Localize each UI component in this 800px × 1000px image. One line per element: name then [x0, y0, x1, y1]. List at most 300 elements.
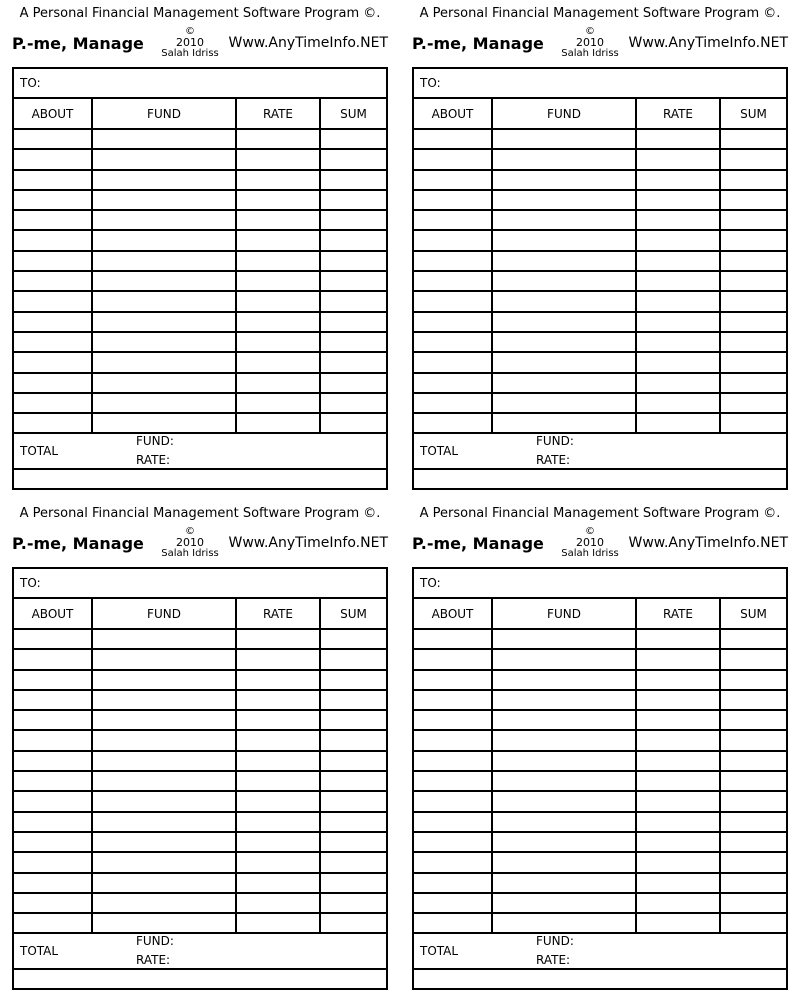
cell-fund[interactable] [92, 149, 236, 169]
cell-about[interactable] [414, 352, 492, 372]
total-label: TOTAL [420, 444, 459, 458]
cell-fund[interactable] [92, 190, 236, 210]
cell-fund[interactable] [92, 251, 236, 271]
card [12, 500, 388, 990]
cell-rate[interactable] [236, 913, 320, 933]
cell-fund[interactable] [492, 190, 636, 210]
to-field[interactable] [414, 69, 786, 99]
cell-sum[interactable] [320, 129, 386, 149]
cell-fund[interactable] [492, 710, 636, 730]
to-label: TO: [20, 76, 41, 90]
table-row [414, 413, 786, 433]
cell-rate[interactable] [636, 873, 720, 893]
cell-rate[interactable] [236, 791, 320, 811]
cell-fund[interactable] [92, 771, 236, 791]
cell-about[interactable] [414, 873, 492, 893]
cell-fund[interactable] [492, 291, 636, 311]
column-header-rate: RATE [236, 99, 320, 129]
cell-about[interactable] [14, 893, 92, 913]
cell-about[interactable] [414, 893, 492, 913]
cell-fund[interactable] [92, 852, 236, 872]
cell-rate[interactable] [236, 812, 320, 832]
cell-sum[interactable] [320, 190, 386, 210]
cell-fund[interactable] [92, 413, 236, 433]
cell-fund[interactable] [492, 649, 636, 669]
cell-fund[interactable] [492, 413, 636, 433]
cell-about[interactable] [14, 129, 92, 149]
cell-sum[interactable] [720, 812, 786, 832]
cell-sum[interactable] [320, 893, 386, 913]
table-row [414, 352, 786, 372]
cell-about[interactable] [14, 649, 92, 669]
cell-fund[interactable] [92, 629, 236, 649]
cell-rate[interactable] [236, 291, 320, 311]
cell-rate[interactable] [636, 852, 720, 872]
cell-fund[interactable] [92, 210, 236, 230]
cell-about[interactable] [414, 149, 492, 169]
total-label: TOTAL [20, 444, 59, 458]
cell-rate[interactable] [236, 751, 320, 771]
cell-sum[interactable] [720, 710, 786, 730]
cell-sum[interactable] [720, 149, 786, 169]
to-field[interactable] [14, 569, 386, 599]
cell-sum[interactable] [320, 730, 386, 750]
cell-rate[interactable] [236, 190, 320, 210]
cell-about[interactable] [414, 210, 492, 230]
table-row [14, 230, 386, 250]
cell-fund[interactable] [492, 670, 636, 690]
cell-sum[interactable] [720, 873, 786, 893]
cell-about[interactable] [414, 852, 492, 872]
table-row [14, 251, 386, 271]
cell-sum[interactable] [720, 649, 786, 669]
copyright-block [552, 26, 628, 59]
cell-fund[interactable] [492, 730, 636, 750]
cell-rate[interactable] [236, 710, 320, 730]
cell-sum[interactable] [720, 210, 786, 230]
table-row [414, 373, 786, 393]
cell-sum[interactable] [720, 251, 786, 271]
cell-rate[interactable] [236, 893, 320, 913]
cell-rate[interactable] [636, 190, 720, 210]
cell-sum[interactable] [320, 852, 386, 872]
cell-rate[interactable] [236, 251, 320, 271]
copyright-year: 2010 [576, 36, 604, 49]
cell-rate[interactable] [636, 771, 720, 791]
cell-sum[interactable] [320, 791, 386, 811]
cell-sum[interactable] [320, 149, 386, 169]
cell-about[interactable] [14, 913, 92, 933]
cell-about[interactable] [414, 271, 492, 291]
table-row [414, 893, 786, 913]
cell-rate[interactable] [636, 393, 720, 413]
cell-about[interactable] [414, 129, 492, 149]
copyright-block [152, 526, 228, 559]
cell-about[interactable] [414, 393, 492, 413]
cell-sum[interactable] [720, 170, 786, 190]
cell-sum[interactable] [720, 629, 786, 649]
cell-about[interactable] [14, 771, 92, 791]
cell-about[interactable] [414, 670, 492, 690]
entries-table [414, 99, 786, 434]
table-row [14, 210, 386, 230]
cell-fund[interactable] [92, 791, 236, 811]
cell-about[interactable] [414, 913, 492, 933]
cell-sum[interactable] [720, 129, 786, 149]
cell-about[interactable] [14, 312, 92, 332]
cell-rate[interactable] [236, 629, 320, 649]
cell-sum[interactable] [320, 629, 386, 649]
cell-sum[interactable] [720, 893, 786, 913]
total-rate-label: RATE: [136, 953, 171, 967]
cell-fund[interactable] [492, 271, 636, 291]
cell-fund[interactable] [492, 873, 636, 893]
cell-sum[interactable] [720, 230, 786, 250]
cell-sum[interactable] [320, 690, 386, 710]
cell-sum[interactable] [320, 649, 386, 669]
cell-rate[interactable] [636, 690, 720, 710]
cell-sum[interactable] [320, 812, 386, 832]
cell-rate[interactable] [236, 312, 320, 332]
cell-sum[interactable] [720, 771, 786, 791]
entries-table [14, 99, 386, 434]
table-row [414, 291, 786, 311]
cell-rate[interactable] [236, 170, 320, 190]
cell-fund[interactable] [492, 129, 636, 149]
cell-about[interactable] [414, 690, 492, 710]
cell-fund[interactable] [492, 210, 636, 230]
cell-sum[interactable] [320, 170, 386, 190]
cell-fund[interactable] [92, 812, 236, 832]
table-row [414, 852, 786, 872]
cell-rate[interactable] [636, 710, 720, 730]
cell-rate[interactable] [636, 791, 720, 811]
cell-rate[interactable] [236, 271, 320, 291]
cell-fund[interactable] [492, 373, 636, 393]
total-fund-label: FUND: [136, 434, 174, 448]
program-title: A Personal Financial Management Software Program ©. [19, 6, 381, 21]
cell-fund[interactable] [492, 149, 636, 169]
copyright-symbol: © [585, 526, 595, 537]
cell-rate[interactable] [236, 373, 320, 393]
cell-fund[interactable] [492, 812, 636, 832]
cell-sum[interactable] [320, 210, 386, 230]
cell-rate[interactable] [636, 129, 720, 149]
copyright-block [552, 526, 628, 559]
cell-fund[interactable] [92, 312, 236, 332]
cell-sum[interactable] [720, 751, 786, 771]
cell-sum[interactable] [320, 913, 386, 933]
cell-rate[interactable] [636, 649, 720, 669]
cell-sum[interactable] [720, 690, 786, 710]
to-label: TO: [420, 576, 441, 590]
cell-sum[interactable] [320, 710, 386, 730]
cell-fund[interactable] [92, 332, 236, 352]
cell-about[interactable] [14, 852, 92, 872]
to-field[interactable] [414, 569, 786, 599]
cell-about[interactable] [14, 332, 92, 352]
cell-fund[interactable] [92, 271, 236, 291]
cell-rate[interactable] [636, 670, 720, 690]
cell-sum[interactable] [320, 751, 386, 771]
cell-rate[interactable] [636, 893, 720, 913]
entries-table [14, 599, 386, 934]
column-header-about: ABOUT [14, 599, 92, 629]
cell-about[interactable] [14, 791, 92, 811]
cell-fund[interactable] [92, 291, 236, 311]
cell-rate[interactable] [636, 832, 720, 852]
cell-sum[interactable] [320, 291, 386, 311]
cell-fund[interactable] [92, 893, 236, 913]
copyright-year: 2010 [176, 536, 204, 549]
cell-rate[interactable] [236, 332, 320, 352]
cell-about[interactable] [14, 832, 92, 852]
cell-rate[interactable] [636, 230, 720, 250]
cell-sum[interactable] [720, 373, 786, 393]
cell-rate[interactable] [236, 230, 320, 250]
total-fund-label: FUND: [536, 434, 574, 448]
table-row [14, 730, 386, 750]
cell-about[interactable] [414, 751, 492, 771]
cell-fund[interactable] [92, 690, 236, 710]
cell-rate[interactable] [636, 913, 720, 933]
cell-fund[interactable] [92, 873, 236, 893]
table-row [414, 170, 786, 190]
table-row [14, 791, 386, 811]
cell-fund[interactable] [492, 771, 636, 791]
cell-rate[interactable] [236, 832, 320, 852]
cell-sum[interactable] [720, 352, 786, 372]
cell-fund[interactable] [492, 791, 636, 811]
cell-fund[interactable] [92, 730, 236, 750]
cell-about[interactable] [14, 812, 92, 832]
cell-sum[interactable] [320, 352, 386, 372]
cell-rate[interactable] [636, 413, 720, 433]
table-row [14, 751, 386, 771]
cell-rate[interactable] [236, 210, 320, 230]
cell-fund[interactable] [492, 852, 636, 872]
table-row [14, 913, 386, 933]
author-name: Salah Idriss [561, 48, 619, 59]
cell-about[interactable] [14, 629, 92, 649]
cell-fund[interactable] [492, 629, 636, 649]
cell-sum[interactable] [720, 852, 786, 872]
cell-sum[interactable] [720, 913, 786, 933]
cell-sum[interactable] [320, 832, 386, 852]
cell-sum[interactable] [720, 730, 786, 750]
cell-about[interactable] [14, 210, 92, 230]
cell-about[interactable] [414, 649, 492, 669]
cell-about[interactable] [14, 730, 92, 750]
cell-about[interactable] [14, 352, 92, 372]
cell-fund[interactable] [92, 670, 236, 690]
cell-rate[interactable] [236, 690, 320, 710]
cell-about[interactable] [414, 291, 492, 311]
cell-rate[interactable] [236, 873, 320, 893]
table-row [14, 291, 386, 311]
cell-fund[interactable] [492, 312, 636, 332]
cell-about[interactable] [14, 393, 92, 413]
cell-sum[interactable] [720, 393, 786, 413]
cell-about[interactable] [14, 710, 92, 730]
cell-fund[interactable] [492, 332, 636, 352]
cell-sum[interactable] [320, 413, 386, 433]
cell-sum[interactable] [320, 771, 386, 791]
cell-sum[interactable] [720, 312, 786, 332]
cell-fund[interactable] [92, 649, 236, 669]
cell-fund[interactable] [92, 352, 236, 372]
copyright-symbol: © [185, 526, 195, 537]
cell-fund[interactable] [492, 230, 636, 250]
cell-fund[interactable] [492, 393, 636, 413]
cell-about[interactable] [14, 170, 92, 190]
column-header-sum: SUM [720, 599, 786, 629]
cell-sum[interactable] [720, 271, 786, 291]
cell-about[interactable] [14, 190, 92, 210]
cell-sum[interactable] [720, 832, 786, 852]
cell-rate[interactable] [636, 251, 720, 271]
table-row [414, 271, 786, 291]
cell-rate[interactable] [236, 129, 320, 149]
cell-fund[interactable] [92, 129, 236, 149]
cell-sum[interactable] [320, 373, 386, 393]
cell-rate[interactable] [636, 210, 720, 230]
cell-sum[interactable] [720, 670, 786, 690]
table-row [14, 649, 386, 669]
table-row [14, 332, 386, 352]
card [412, 0, 788, 490]
cell-about[interactable] [414, 413, 492, 433]
cell-about[interactable] [414, 373, 492, 393]
cell-fund[interactable] [92, 832, 236, 852]
cell-about[interactable] [414, 812, 492, 832]
cell-fund[interactable] [92, 913, 236, 933]
cell-sum[interactable] [720, 332, 786, 352]
form-box [12, 567, 388, 990]
cell-fund[interactable] [492, 170, 636, 190]
cell-sum[interactable] [320, 873, 386, 893]
cell-fund[interactable] [92, 710, 236, 730]
cell-about[interactable] [14, 373, 92, 393]
cell-rate[interactable] [236, 771, 320, 791]
cell-about[interactable] [414, 251, 492, 271]
cell-about[interactable] [414, 629, 492, 649]
cell-rate[interactable] [236, 852, 320, 872]
cell-fund[interactable] [492, 913, 636, 933]
cell-fund[interactable] [92, 751, 236, 771]
cell-rate[interactable] [636, 751, 720, 771]
cell-rate[interactable] [236, 393, 320, 413]
to-label: TO: [420, 76, 441, 90]
cell-fund[interactable] [492, 690, 636, 710]
cell-rate[interactable] [636, 730, 720, 750]
cell-rate[interactable] [636, 170, 720, 190]
cell-fund[interactable] [492, 893, 636, 913]
cell-about[interactable] [414, 230, 492, 250]
table-row [14, 852, 386, 872]
cell-rate[interactable] [236, 413, 320, 433]
column-header-rate: RATE [636, 599, 720, 629]
cell-sum[interactable] [720, 190, 786, 210]
cell-sum[interactable] [320, 393, 386, 413]
cell-about[interactable] [14, 873, 92, 893]
total-section [414, 432, 786, 470]
cell-about[interactable] [14, 751, 92, 771]
cell-rate[interactable] [636, 629, 720, 649]
cell-about[interactable] [14, 690, 92, 710]
cell-sum[interactable] [720, 791, 786, 811]
cell-about[interactable] [414, 332, 492, 352]
cell-rate[interactable] [236, 352, 320, 372]
cell-about[interactable] [414, 832, 492, 852]
brand-name: P.-me, Manage [12, 34, 144, 53]
cell-about[interactable] [414, 771, 492, 791]
cell-rate[interactable] [636, 312, 720, 332]
cell-sum[interactable] [720, 291, 786, 311]
cell-rate[interactable] [236, 649, 320, 669]
cell-fund[interactable] [92, 230, 236, 250]
cell-about[interactable] [14, 670, 92, 690]
cell-rate[interactable] [636, 352, 720, 372]
cell-sum[interactable] [320, 230, 386, 250]
cell-fund[interactable] [492, 751, 636, 771]
cell-about[interactable] [414, 710, 492, 730]
cell-about[interactable] [414, 170, 492, 190]
cell-sum[interactable] [320, 670, 386, 690]
cell-fund[interactable] [492, 832, 636, 852]
cell-fund[interactable] [92, 170, 236, 190]
cell-about[interactable] [414, 791, 492, 811]
cell-sum[interactable] [320, 251, 386, 271]
cell-about[interactable] [14, 271, 92, 291]
cell-about[interactable] [414, 190, 492, 210]
total-section [14, 932, 386, 970]
cell-sum[interactable] [720, 413, 786, 433]
cell-rate[interactable] [636, 149, 720, 169]
table-row [414, 190, 786, 210]
cell-rate[interactable] [236, 730, 320, 750]
website-url: Www.AnyTimeInfo.NET [228, 35, 388, 51]
copyright-year: 2010 [576, 536, 604, 549]
cell-sum[interactable] [320, 271, 386, 291]
cell-fund[interactable] [92, 373, 236, 393]
form-box [412, 567, 788, 990]
cell-sum[interactable] [320, 332, 386, 352]
cell-fund[interactable] [92, 393, 236, 413]
column-header-rate: RATE [236, 599, 320, 629]
cell-about[interactable] [414, 312, 492, 332]
cell-about[interactable] [414, 730, 492, 750]
cell-about[interactable] [14, 291, 92, 311]
cell-about[interactable] [14, 230, 92, 250]
cell-sum[interactable] [320, 312, 386, 332]
copyright-symbol: © [185, 26, 195, 37]
cell-rate[interactable] [236, 149, 320, 169]
cell-rate[interactable] [636, 291, 720, 311]
cell-rate[interactable] [236, 670, 320, 690]
table-row [14, 373, 386, 393]
cell-about[interactable] [14, 413, 92, 433]
cell-about[interactable] [14, 251, 92, 271]
to-field[interactable] [14, 69, 386, 99]
cell-fund[interactable] [492, 352, 636, 372]
cell-rate[interactable] [636, 332, 720, 352]
cell-rate[interactable] [636, 271, 720, 291]
cell-rate[interactable] [636, 373, 720, 393]
cell-rate[interactable] [636, 812, 720, 832]
cell-fund[interactable] [492, 251, 636, 271]
cell-about[interactable] [14, 149, 92, 169]
